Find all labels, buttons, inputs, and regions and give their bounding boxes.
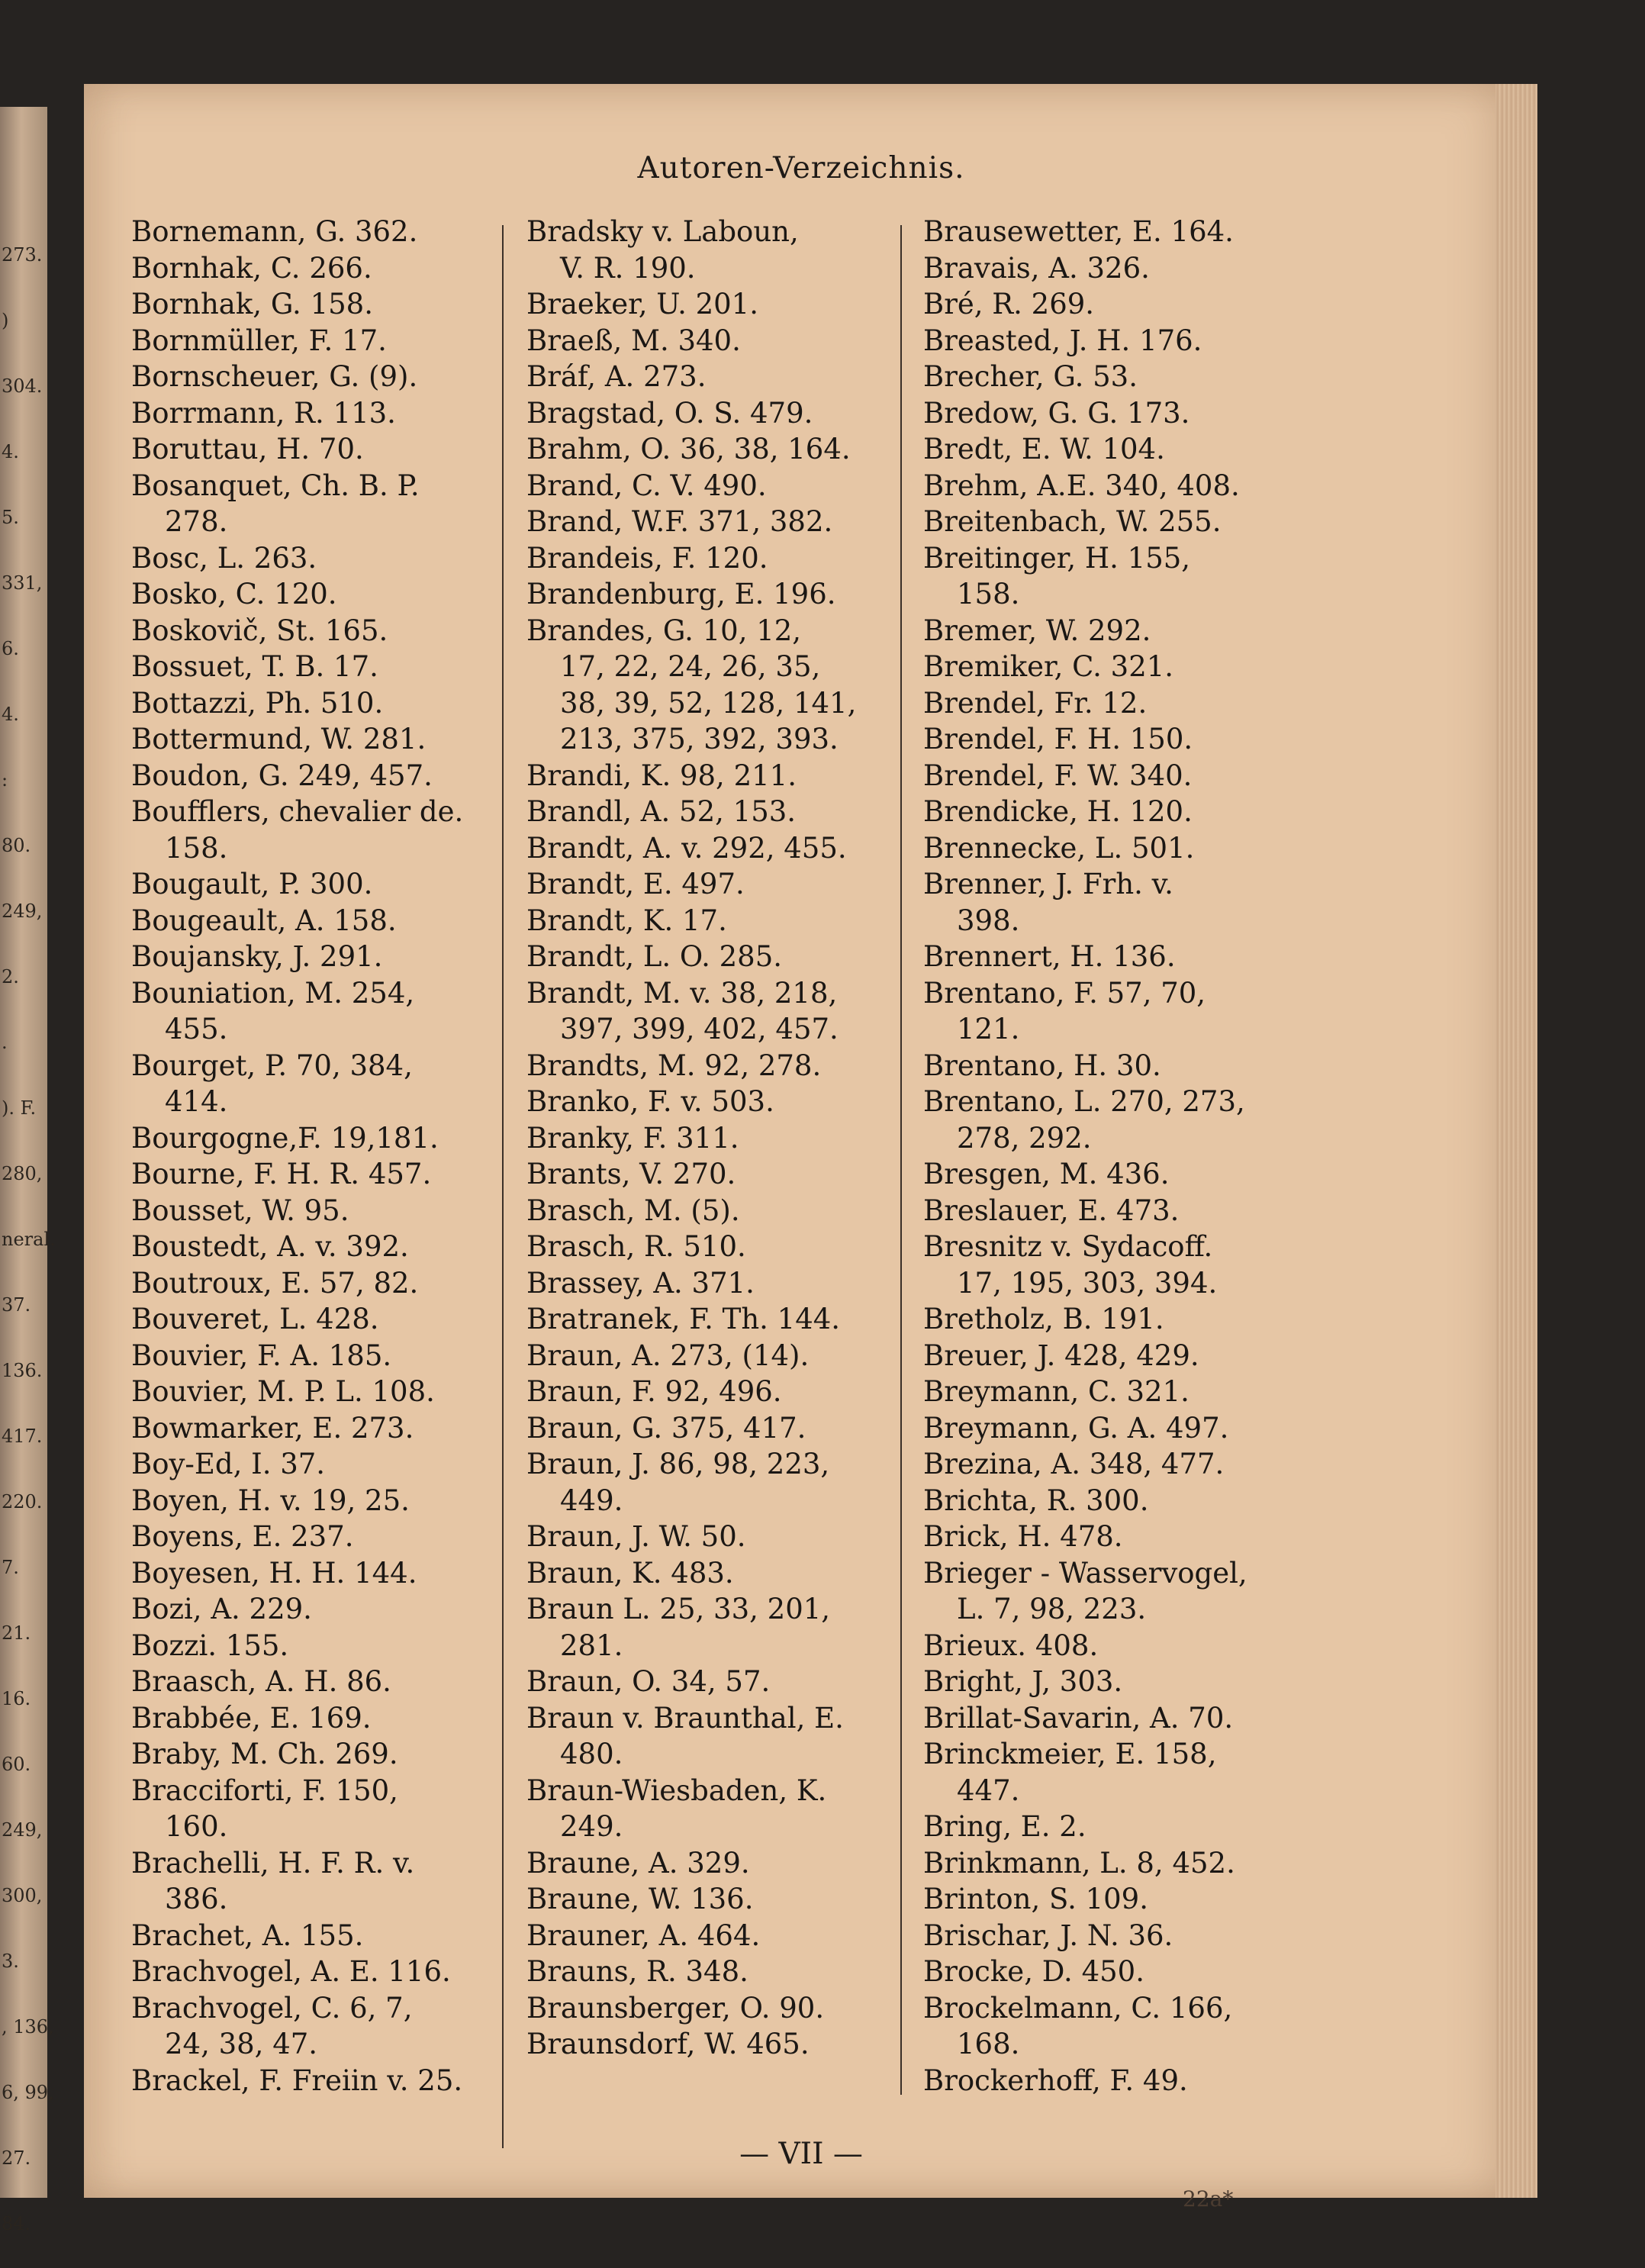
index-entry: Bravais, A. 326.: [923, 251, 1150, 285]
index-entry: Brennert, H. 136.: [923, 940, 1176, 973]
index-entry: Braun-Wiesbaden, K.: [526, 1773, 827, 1807]
index-entry: Braune, A. 329.: [526, 1846, 750, 1880]
index-entry: Brichta, R. 300.: [923, 1484, 1149, 1517]
index-entry: 455.: [165, 1013, 228, 1045]
left-page-fragment-text: 417.: [2, 1426, 43, 1447]
index-entry: Brauner, A. 464.: [526, 1918, 761, 1952]
index-entry: Bozi, A. 229.: [131, 1593, 312, 1625]
index-entry: Brehm, A.E. 340, 408.: [923, 469, 1240, 502]
index-entry: Bretholz, B. 191.: [923, 1303, 1164, 1335]
index-entry: 121.: [957, 1013, 1020, 1045]
left-page-fragment-text: 6, 99,: [2, 2082, 54, 2103]
left-page-fragment-text: 280,: [2, 1163, 43, 1184]
index-entry: Bornscheuer, G. (9).: [131, 360, 418, 393]
index-entry: Braun v. Braunthal, E.: [526, 1701, 844, 1735]
index-entry: Braeker, U. 201.: [526, 288, 758, 321]
index-entry: Bráf, A. 273.: [526, 360, 707, 393]
left-page-fragment-text: 37.: [2, 1294, 31, 1316]
left-page-fragment-text: 27.: [2, 2147, 31, 2169]
index-entry: Bring, E. 2.: [923, 1810, 1086, 1843]
index-entry: Braun, A. 273, (14).: [526, 1339, 810, 1372]
index-entry: Boyen, H. v. 19, 25.: [131, 1484, 410, 1517]
index-entry: Brischar, J. N. 36.: [923, 1918, 1173, 1952]
index-entry: Branko, F. v. 503.: [526, 1085, 774, 1118]
index-entry: Braeß, M. 340.: [526, 324, 741, 357]
index-entry: Brecher, G. 53.: [923, 360, 1138, 393]
index-entry: Brandt, A. v. 292, 455.: [526, 831, 847, 865]
index-entry: Bottermund, W. 281.: [131, 723, 427, 755]
index-entry: Boufflers, chevalier de.: [131, 795, 464, 828]
page-block-edge: [1495, 84, 1537, 2198]
index-entry: Brieger - Wasservogel,: [923, 1556, 1247, 1590]
index-entry: Breuer, J. 428, 429.: [923, 1339, 1199, 1372]
index-entry: Brentano, F. 57, 70,: [923, 976, 1206, 1010]
index-entry: Bresnitz v. Sydacoff.: [923, 1230, 1213, 1263]
index-entry: 480.: [560, 1738, 623, 1770]
index-entry: 38, 39, 52, 128, 141,: [560, 686, 857, 720]
index-entry: Brausewetter, E. 164.: [923, 215, 1234, 248]
index-entry: Brendel, F. W. 340.: [923, 759, 1193, 792]
index-entry: Brentano, L. 270, 273,: [923, 1085, 1245, 1118]
index-entry: Bremiker, C. 321.: [923, 650, 1174, 683]
index-entry: Brieux. 408.: [923, 1629, 1099, 1662]
book-page: [84, 84, 1518, 2212]
left-page-fragment-text: 300,: [2, 1885, 43, 1906]
left-page-fragment-text: neral.: [2, 1229, 56, 1250]
index-entry: Braun, J. W. 50.: [526, 1520, 746, 1553]
index-entry: Boskovič, St. 165.: [131, 614, 388, 647]
index-entry: Brassey, A. 371.: [526, 1266, 755, 1300]
index-entry: 278.: [165, 505, 228, 538]
index-entry: Brandl, A. 52, 153.: [526, 795, 797, 828]
index-entry: Brackel, F. Freiin v. 25.: [131, 2063, 463, 2097]
index-entry: Braun L. 25, 33, 201,: [526, 1593, 831, 1625]
index-entry: Brahm, O. 36, 38, 164.: [526, 433, 851, 466]
page-number: — VII —: [739, 2137, 863, 2171]
index-entry: Brachvogel, C. 6, 7,: [131, 1991, 413, 2025]
index-entry: 249.: [560, 1810, 623, 1843]
index-entry: Bosanquet, Ch. B. P.: [131, 469, 420, 502]
index-entry: Boyesen, H. H. 144.: [131, 1556, 417, 1590]
index-entry: Bresgen, M. 436.: [923, 1158, 1170, 1190]
left-page-fragment-text: 304.: [2, 375, 43, 397]
index-entry: Boyens, E. 237.: [131, 1520, 354, 1553]
index-entry: Brauns, R. 348.: [526, 1955, 748, 1988]
index-entry: Brandt, L. O. 285.: [526, 940, 783, 973]
index-entry: Bornhak, G. 158.: [131, 288, 373, 321]
index-entry: Braby, M. Ch. 269.: [131, 1738, 398, 1770]
index-entry: Bourne, F. H. R. 457.: [131, 1158, 432, 1190]
left-page-fragment-text: 16.: [2, 1688, 31, 1709]
column-divider: [502, 225, 504, 2148]
index-entry: Boudon, G. 249, 457.: [131, 759, 433, 792]
index-entry: Bousset, W. 95.: [131, 1194, 349, 1227]
index-entry: Bourget, P. 70, 384,: [131, 1049, 413, 1082]
index-entry: Branky, F. 311.: [526, 1121, 739, 1155]
signature-mark: 22a*: [1183, 2186, 1234, 2212]
index-entry: 398.: [957, 904, 1020, 937]
index-entry: Breymann, G. A. 497.: [923, 1411, 1229, 1445]
left-page-fragment-text: , 136,: [2, 2016, 54, 2038]
left-page-fragment-text: 249,: [2, 900, 43, 922]
index-entry: Brockelmann, C. 166,: [923, 1991, 1233, 2025]
index-entry: Breymann, C. 321.: [923, 1375, 1189, 1408]
left-page-fragment-text: 220.: [2, 1491, 43, 1513]
index-entry: Brachet, A. 155.: [131, 1918, 364, 1952]
index-entry: 158.: [165, 831, 228, 865]
index-entry: Brinton, S. 109.: [923, 1883, 1148, 1915]
index-entry: Brand, W.F. 371, 382.: [526, 505, 833, 538]
index-entry: V. R. 190.: [560, 251, 696, 285]
index-entry: Brasch, R. 510.: [526, 1230, 746, 1263]
left-page-fragment-text: 5.: [2, 507, 19, 528]
index-entry: Brandt, E. 497.: [526, 868, 745, 900]
left-page-fragment-text: 60.: [2, 1754, 31, 1775]
index-entry: Bornemann, G. 362.: [131, 215, 418, 248]
index-entry: Bornhak, C. 266.: [131, 251, 372, 285]
index-entry: Brenner, J. Frh. v.: [923, 868, 1173, 900]
index-entry: Brinkmann, L. 8, 452.: [923, 1846, 1235, 1880]
left-page-fragment-text: 273.: [2, 244, 43, 266]
left-page-fragment-text: 136.: [2, 1360, 43, 1381]
index-entry: Boutroux, E. 57, 82.: [131, 1266, 419, 1300]
index-entry: Breasted, J. H. 176.: [923, 324, 1202, 357]
index-entry: L. 7, 98, 223.: [957, 1593, 1147, 1625]
index-entry: Brachelli, H. F. R. v.: [131, 1846, 415, 1880]
left-page-fragment-text: :: [2, 769, 8, 791]
index-entry: Brendel, Fr. 12.: [923, 686, 1148, 720]
index-column-1: [131, 214, 528, 2099]
index-entry: 414.: [165, 1085, 228, 1118]
index-column-2: [526, 214, 923, 2063]
index-entry: Braun, F. 92, 496.: [526, 1375, 782, 1408]
left-page-fragment-text: ): [2, 310, 9, 331]
left-page-fragment-text: 3.: [2, 1951, 19, 1972]
left-page-fragment-text: 4.: [2, 704, 19, 725]
index-entry: Bouniation, M. 254,: [131, 976, 415, 1010]
index-entry: Bossuet, T. B. 17.: [131, 650, 378, 683]
index-entry: Braun, G. 375, 417.: [526, 1411, 806, 1445]
index-entry: Brendicke, H. 120.: [923, 795, 1193, 828]
left-page-fragment: [0, 107, 56, 2234]
index-entry: 447.: [957, 1773, 1020, 1807]
index-entry: Bratranek, F. Th. 144.: [526, 1303, 841, 1335]
index-entry: Brasch, M. (5).: [526, 1194, 740, 1227]
index-entry: 213, 375, 392, 393.: [560, 723, 839, 755]
left-page-fragment-text: 249,: [2, 1819, 43, 1841]
index-entry: Brandt, K. 17.: [526, 904, 727, 937]
left-page-fragment-text: 331,: [2, 572, 43, 594]
index-entry: Bosc, L. 263.: [131, 541, 317, 575]
index-entry: Bougeault, A. 158.: [131, 904, 397, 937]
index-entry: Brabbée, E. 169.: [131, 1701, 372, 1735]
index-entry: Brillat-Savarin, A. 70.: [923, 1701, 1234, 1735]
index-entry: Borrmann, R. 113.: [131, 396, 396, 430]
left-page-fragment-text: 4.: [2, 441, 19, 462]
index-entry: 17, 22, 24, 26, 35,: [560, 650, 821, 683]
index-entry: 397, 399, 402, 457.: [560, 1013, 839, 1045]
page-header: Autoren-Verzeichnis.: [637, 151, 965, 185]
index-entry: Bredt, E. W. 104.: [923, 433, 1165, 466]
index-entry: 386.: [165, 1883, 228, 1915]
index-entry: Brick, H. 478.: [923, 1520, 1123, 1553]
index-entry: 449.: [560, 1484, 623, 1517]
index-entry: Bosko, C. 120.: [131, 578, 337, 610]
index-entry: Bowmarker, E. 273.: [131, 1411, 414, 1445]
index-entry: Brinckmeier, E. 158,: [923, 1738, 1217, 1770]
index-entry: Brand, C. V. 490.: [526, 469, 767, 502]
left-page-fragment-text: .: [2, 1032, 8, 1053]
left-page-fragment-text: 2.: [2, 966, 19, 987]
index-entry: Brendel, F. H. 150.: [923, 723, 1193, 755]
index-entry: 281.: [560, 1629, 623, 1662]
index-entry: Bornmüller, F. 17.: [131, 324, 387, 357]
index-entry: 158.: [957, 578, 1020, 610]
index-entry: Brandeis, F. 120.: [526, 541, 768, 575]
index-entry: Bourgogne,F. 19,181.: [131, 1121, 439, 1155]
index-entry: Brandts, M. 92, 278.: [526, 1049, 822, 1082]
index-entry: Brandt, M. v. 38, 218,: [526, 976, 838, 1010]
index-entry: 168.: [957, 2028, 1020, 2060]
index-entry: Bouvier, F. A. 185.: [131, 1339, 392, 1372]
index-entry: Braasch, A. H. 86.: [131, 1665, 391, 1698]
index-entry: Boustedt, A. v. 392.: [131, 1230, 409, 1263]
index-entry: Breslauer, E. 473.: [923, 1194, 1180, 1227]
index-entry: Bré, R. 269.: [923, 288, 1095, 321]
index-entry: Boruttau, H. 70.: [131, 433, 364, 466]
index-entry: Bright, J, 303.: [923, 1665, 1123, 1698]
index-entry: Bracciforti, F. 150,: [131, 1773, 398, 1807]
index-entry: Bougault, P. 300.: [131, 868, 373, 900]
index-entry: Bottazzi, Ph. 510.: [131, 686, 384, 720]
column-divider: [900, 225, 902, 2095]
left-page-fragment-text: ). F.: [2, 1097, 37, 1119]
left-page-fragment-text: 21.: [2, 1622, 31, 1644]
index-entry: Brandes, G. 10, 12,: [526, 614, 802, 647]
index-entry: Brocke, D. 450.: [923, 1955, 1144, 1988]
index-column-3: [923, 214, 1320, 2099]
index-entry: Brants, V. 270.: [526, 1158, 736, 1190]
index-entry: Braun, K. 483.: [526, 1556, 734, 1590]
index-entry: Bouvier, M. P. L. 108.: [131, 1375, 435, 1408]
index-entry: Braun, O. 34, 57.: [526, 1665, 771, 1698]
index-entry: Brentano, H. 30.: [923, 1049, 1161, 1082]
index-entry: Braunsberger, O. 90.: [526, 1991, 825, 2025]
index-entry: Braunsdorf, W. 465.: [526, 2028, 810, 2060]
index-entry: Bozzi. 155.: [131, 1629, 289, 1662]
index-entry: Braune, W. 136.: [526, 1883, 754, 1915]
index-entry: Brennecke, L. 501.: [923, 831, 1195, 865]
index-entry: Brachvogel, A. E. 116.: [131, 1955, 451, 1988]
index-entry: Brandenburg, E. 196.: [526, 578, 836, 610]
index-entry: Breitinger, H. 155,: [923, 541, 1191, 575]
index-entry: Brezina, A. 348, 477.: [923, 1448, 1225, 1480]
index-entry: 17, 195, 303, 394.: [957, 1266, 1218, 1300]
index-entry: 160.: [165, 1810, 228, 1843]
left-page-fragment-text: 7.: [2, 1557, 19, 1578]
index-entry: Bradsky v. Laboun,: [526, 215, 799, 248]
index-entry: Bragstad, O. S. 479.: [526, 396, 813, 430]
index-entry: Breitenbach, W. 255.: [923, 505, 1222, 538]
left-page-fragment-text: 80.: [2, 835, 31, 856]
left-page-fragment-text: 84.: [2, 2213, 31, 2234]
index-entry: Boujansky, J. 291.: [131, 940, 383, 973]
index-entry: Bremer, W. 292.: [923, 614, 1151, 647]
index-entry: 278, 292.: [957, 1121, 1092, 1155]
index-entry: Brockerhoff, F. 49.: [923, 2063, 1188, 2097]
index-entry: Braun, J. 86, 98, 223,: [526, 1448, 830, 1480]
index-entry: Bouveret, L. 428.: [131, 1303, 379, 1335]
index-entry: Brandi, K. 98, 211.: [526, 759, 797, 792]
index-entry: Boy-Ed, I. 37.: [131, 1448, 326, 1480]
index-entry: 24, 38, 47.: [165, 2028, 318, 2060]
left-page-fragment-text: 6.: [2, 638, 19, 659]
index-entry: Bredow, G. G. 173.: [923, 396, 1190, 430]
